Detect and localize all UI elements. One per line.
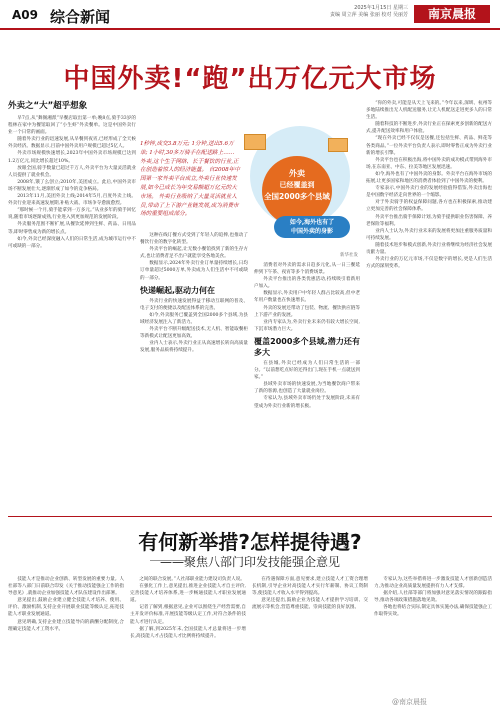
paragraph: “现在外卖已经不仅仅是送餐,还包括生鲜、药品、鲜花等各类商品。”一位外卖平台负责人表示,即时零售正成为外卖行业新的增长引擎。 [366,136,492,156]
paragraph: 在县城,外卖已经成为人们日常生活的一部分。“以前想吃点好的还得出门,现在手机一点就送到家。” [254,360,360,381]
badge-line3: 全国2000多个县域 [264,192,330,201]
paragraph: 技能人才是推动企业创新、转型发展的重要力量。人社部等八部门日前联合印发《关于推动技能强企工作的指导意见》,就推动企业加强技能人才队伍建设作出部署。 [8,577,124,597]
paragraph: 专家表示,中国外卖行业的发展经验值得借鉴,外卖出海也是中国数字经济走向世界的一个缩影。 [366,186,492,199]
paragraph: 在待遇保障方面,意见要求,建立技能人才工资合理增长机制,引导企业对高技能人才实行年薪制、协议工资制等,使技能人才收入水平得到提高。 [252,577,368,597]
paragraph: 专家认为,县域外卖市场仍处于发展阶段,未来有望成为外卖行业新的增长极。 [254,396,360,409]
right-middle-subtitle: 覆盖2000多个县域,潜力还有多大 [254,336,360,357]
paragraph: 对于外卖骑手的权益保障问题,各方也在积极探索,推动建立更加完善的社会保障体系。 [366,200,492,213]
paragraph: 据介绍,人社部等部门将加强对意见落实情况的跟踪指导,推动各项政策措施落地见效。 [374,591,492,604]
paragraph: 外卖平台的崛起,让无数小餐馆找到了新的生存方式,也让消费者足不出户就能享受各地美食。 [140,247,248,260]
overseas-line1: 如今,海外也有了 [289,219,335,226]
paragraph: 数据显示,2024年外卖行业订单量持续增长,日均订单量超过5000万单,外卖成为人们生活中不可或缺的一部分。 [140,261,248,281]
paragraph: 意见提出,鼓励企业建立健全技能人才培养、使用、评价、激励机制,支持企业开展职业技能等级认定,拓宽技能人才职业发展通道。 [8,598,124,618]
package-icon [244,134,266,150]
paragraph: 业内人士表示,外卖行业正从高速增长转向高质量发展,服务品质将持续提升。 [140,341,248,354]
right-middle-body2 [254,360,360,410]
right-middle-body [254,262,360,333]
paragraph: 业内人士认为,外卖行业未来的发展将更加注重服务质量和可持续发展。 [366,228,492,241]
right-middle-article [254,262,360,512]
overseas-line2: 中国外卖的身影 [290,228,333,235]
date-info [330,5,408,19]
bottom-col-2 [130,576,246,706]
paragraph: 意见明确,支持企业建立技能导向的薪酬分配制度,合理确定技能人才工资水平。 [8,619,124,632]
paragraph: 外卖的发展还带动了包装、物流、餐饮供应链等上下游产业的发展。 [254,305,360,318]
package-icon [328,138,348,152]
watermark: @南京晨报 [392,698,427,706]
paragraph: 随着科技的不断进步,外卖行业正在探索更多创新的配送方式,提升配送效率和用户体验。 [366,122,492,135]
newspaper-logo: 南京晨报 [414,5,490,23]
editor-line: 责编 周立萍 美编 张丽 校对 吴丽芳 [330,12,408,18]
mid-article-subtitle: 快递崛起,驱动力何在 [140,285,216,295]
left-article [8,100,136,512]
section-name: 综合新闻 [50,8,111,26]
main-headline: 中国外卖!“跑”出万亿元大市场 [63,64,437,94]
paragraph: 外卖市场规模快速增长,2023年中国外卖市场规模已达到1.2万亿元,同比增长超过10%。 [8,151,136,164]
paragraph: 外卖平台推出的各类优惠活动,持续吸引着新用户加入。 [254,277,360,290]
paragraph: 记者了解到,根据意见,企业可以围绕生产经营需要,自主开发评价标准,开展技能等级认定工作,对符合条件的技能人才进行认定。 [130,605,246,625]
takeout-illustration [240,120,360,258]
badge-line1: 外卖 [289,169,305,178]
paragraph: 各地也将结合实际,制定具体实施办法,确保技能强企工作取得实效。 [374,605,492,618]
paragraph: 外卖服务范围不断扩展,从餐饮延伸到生鲜、药品、日用品等,即时零售成为新的增长点。 [8,222,136,235]
graphic-credit: 新华社发 [340,253,358,258]
paragraph: “那时候一个月,骑手能拿到一万多元。”从业多年的骑手回忆说,随着市场逐渐成熟,行业进入到更加规范的发展阶段。 [8,208,136,221]
paragraph: 2013年11月,美团外卖上线;2014年5月,百度外卖上线。外卖行业迎来高速发展期,补贴大战、市场争夺愈演愈烈。 [8,194,136,207]
paragraph: 如今,外卖已经深度融入人们的日常生活,成为城市运行中不可或缺的一部分。 [8,236,136,249]
overseas-badge [274,216,350,238]
paragraph: 随着技术进步和模式创新,外卖行业将继续为经济社会发展贡献力量。 [366,242,492,255]
paragraph: 如今,海外也有了中国外卖的身影。外卖平台在海外市场的拓展,让更多国家和地区的消费者体验到了中国外卖的便利。 [366,171,492,185]
date-line: 2025年1月15日 星期三 [354,5,408,11]
bottom-col-4 [374,576,492,694]
paragraph: 县域外卖市场的快速发展,为当地餐饮商户带来了新的客源,也创造了大量就业岗位。 [254,382,360,395]
mid-article [140,232,248,512]
bottom-col-1 [8,576,124,706]
left-article-body [8,115,136,250]
left-article-title: 外卖之“大”超乎想象 [8,101,88,111]
paragraph: 在强化工作上,意见提出,推进企业技能人才自主评价,完善技能人才培养体系,进一步畅通技能人才职业发展通道。 [130,584,246,604]
paragraph: 外卖平台不断升级配送技术,无人机、智能取餐柜等新模式让配送更加高效。 [140,327,248,340]
paragraph: 数据显示,外卖用户中年轻人群占比较高,但中老年用户数量也在快速增长。 [254,291,360,304]
summary-callout: 1秒钟,成交3.8万元; 1分钟,送出5.6万单; 1小时,30多万骑手在配送路上…… 外卖,这个生于网络、长于餐饮的行业,正在创造着惊人的经济能量。 自2008年中国第一家外卖平台成立,外卖行业快速发展,如今已成长为年交易额超万亿元的大市场。 外卖行业吸纳了大量灵活就业人员,带动了上下游产业链发展,成为消费市场的重要组成部分。 [140,141,240,218]
paragraph: 消费者对外卖的需求日趋多元化,从一日三餐延伸到下午茶、夜宵等多个消费场景。 [254,263,360,276]
mid-article-body2 [140,298,248,355]
bottom-headline: 有何新举措?怎样提待遇? [138,530,362,554]
bottom-deck: ——聚焦八部门印发技能强企意见 [159,555,340,569]
section-divider [8,516,492,517]
paragraph: “你的外卖,可能是从天上飞来的。”今年以来,深圳、杭州等多地陆续推出无人机配送服务,让无人机配送走进更多人的日常生活。 [366,101,492,121]
bottom-col-3 [252,576,368,706]
masthead [0,0,500,30]
paragraph: 外卖平台推出骑手保障计划,为骑手提供职业伤害保障、养老保险等福利。 [366,214,492,227]
paragraph: 外卖行业的万亿元市场,不仅是数字的增长,更是人们生活方式的深刻变革。 [366,257,492,270]
right-article [366,100,492,512]
paragraph: 外卖平台也在积极出海,将中国外卖的成功模式带到海外市场,在东南亚、中东、拉美等地区发展迅速。 [366,157,492,170]
paragraph: 如今,外卖服务已覆盖到全国2000多个县域,为县域经济发展注入了新活力。 [140,312,248,325]
paragraph: 外卖行业的快速发展得益于移动互联网的普及、电子支付的便捷以及配送体系的完善。 [140,298,248,311]
paragraph: 这种在线订餐方式受到了年轻人的追捧,也推动了餐饮行业的数字化转型。 [140,233,248,246]
paragraph: 专家认为,这些举措将进一步激发技能人才创新创造活力,为推动企业高质量发展提供有力人才支撑。 [374,577,492,590]
paragraph: 据了解,到2025年末,全国技能人才总量将进一步增长,高技能人才占技能人才比例将持续提升。 [130,626,246,639]
paragraph: 随着外卖行业的迅速发展,从早餐到夜宵,已经形成了全天候外卖经济。数据显示,目前中国外卖用户规模已超过5亿人。 [8,137,136,150]
paragraph: 放眼全国,骑手数量已超过千万人,外卖平台为大量灵活就业人员提供了就业机会。 [8,165,136,178]
paragraph: 业内专家认为,外卖行业未来仍有较大增长空间,下沉市场潜力巨大。 [254,319,360,332]
paragraph: 意见还提出,鼓励企业为技能人才提供学习培训、交流展示等机会,营造尊重技能、崇尚技能的良好氛围。 [252,598,368,611]
paragraph: 早7点,从“舞阁湘派”早餐店取出第一单;晚8点,骑手33岁的程林在家中为餐馆取回了“小生虾”外卖餐单。这是中国外卖行业一个日常的画面。 [8,116,136,136]
badge-line2: 已经覆盖到 [279,181,315,189]
right-article-body [366,100,492,270]
mid-article-body [140,232,248,282]
page-number: A09 [12,8,38,22]
paragraph: 2008年,饿了么创立;2010年,美团成立。此后,中国外卖市场不断发展壮大,逐渐形成了如今的竞争格局。 [8,179,136,192]
paragraph: 之间的联合发展。”人社部职业能力建设司负责人说。 [139,577,245,582]
